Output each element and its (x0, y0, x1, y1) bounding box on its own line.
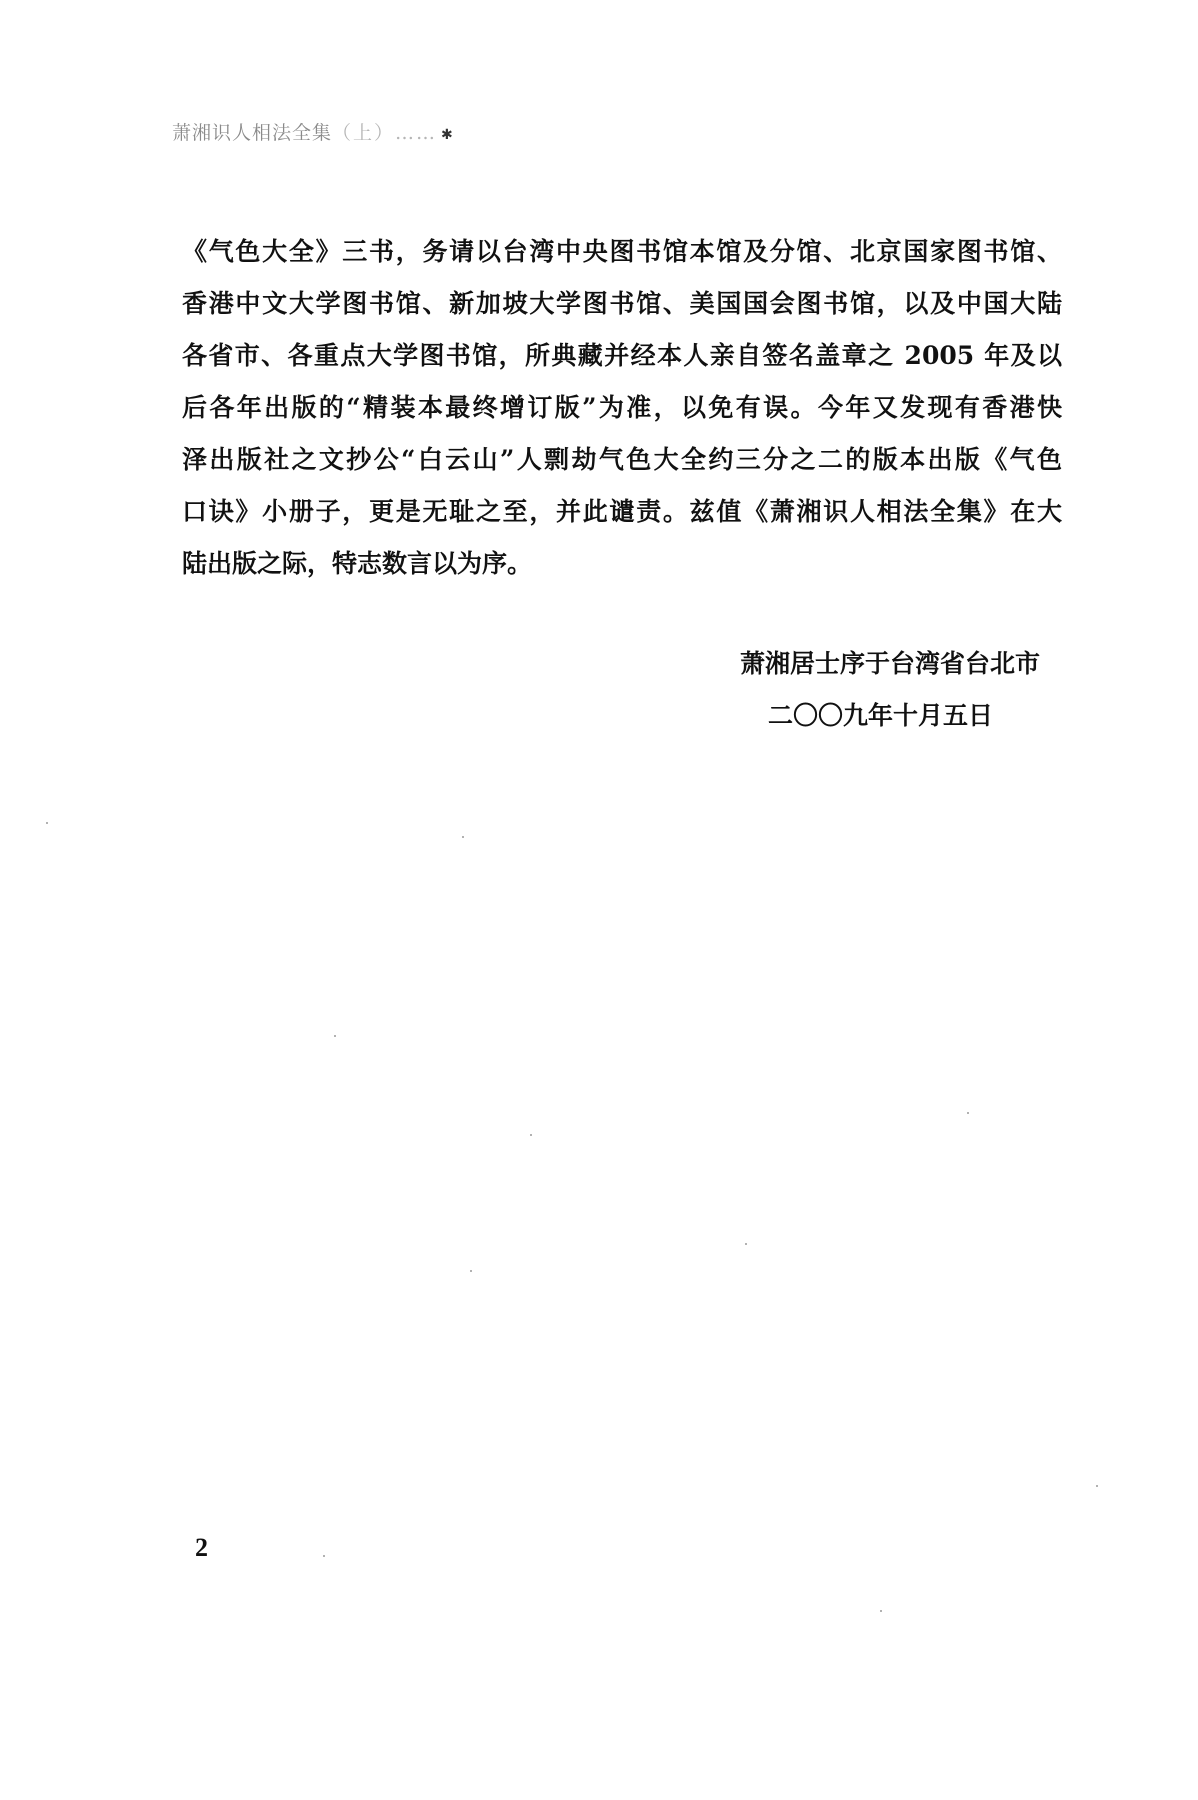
body-line: 陆出版之际，特志数言以为序。 (182, 549, 533, 578)
running-header (172, 118, 454, 145)
header-ornament-icon: ✱ (441, 127, 454, 143)
signature-block (740, 638, 1070, 742)
scan-speck (470, 1270, 472, 1272)
running-header-trail: （上）…… (332, 122, 438, 144)
body-line: 各省市、各重点大学图书馆，所典藏并经本人亲自签名盖章之 2005 年及以 (182, 341, 1062, 370)
scan-speck (334, 1035, 336, 1037)
scan-speck (1096, 1485, 1098, 1487)
running-header-title: 萧湘识人相法全集 (172, 122, 333, 144)
body-line: 口诀》小册子，更是无耻之至，并此谴责。兹值《萧湘识人相法全集》在大 (182, 497, 1062, 526)
body-line: 后各年出版的“精装本最终增订版”为准，以免有误。今年又发现有香港快 (182, 393, 1062, 422)
page-number: 2 (195, 1533, 208, 1562)
signature-date: 二〇〇九年十月五日 (768, 701, 994, 730)
scan-speck (880, 1610, 882, 1612)
scan-speck (967, 1112, 969, 1114)
scan-speck (323, 1555, 325, 1557)
scan-speck (46, 822, 48, 824)
scan-speck (462, 836, 464, 838)
scan-speck (745, 1243, 747, 1245)
body-line: 《气色大全》三书，务请以台湾中央图书馆本馆及分馆、北京国家图书馆、 (182, 237, 1062, 266)
signature-author: 萧湘居士序于台湾省台北市 (740, 649, 1041, 678)
preface-body (182, 226, 1062, 590)
body-line: 泽出版社之文抄公“白云山”人剽劫气色大全约三分之二的版本出版《气色 (182, 445, 1062, 474)
scan-speck (530, 1134, 532, 1136)
body-line: 香港中文大学图书馆、新加坡大学图书馆、美国国会图书馆，以及中国大陆 (182, 289, 1062, 318)
